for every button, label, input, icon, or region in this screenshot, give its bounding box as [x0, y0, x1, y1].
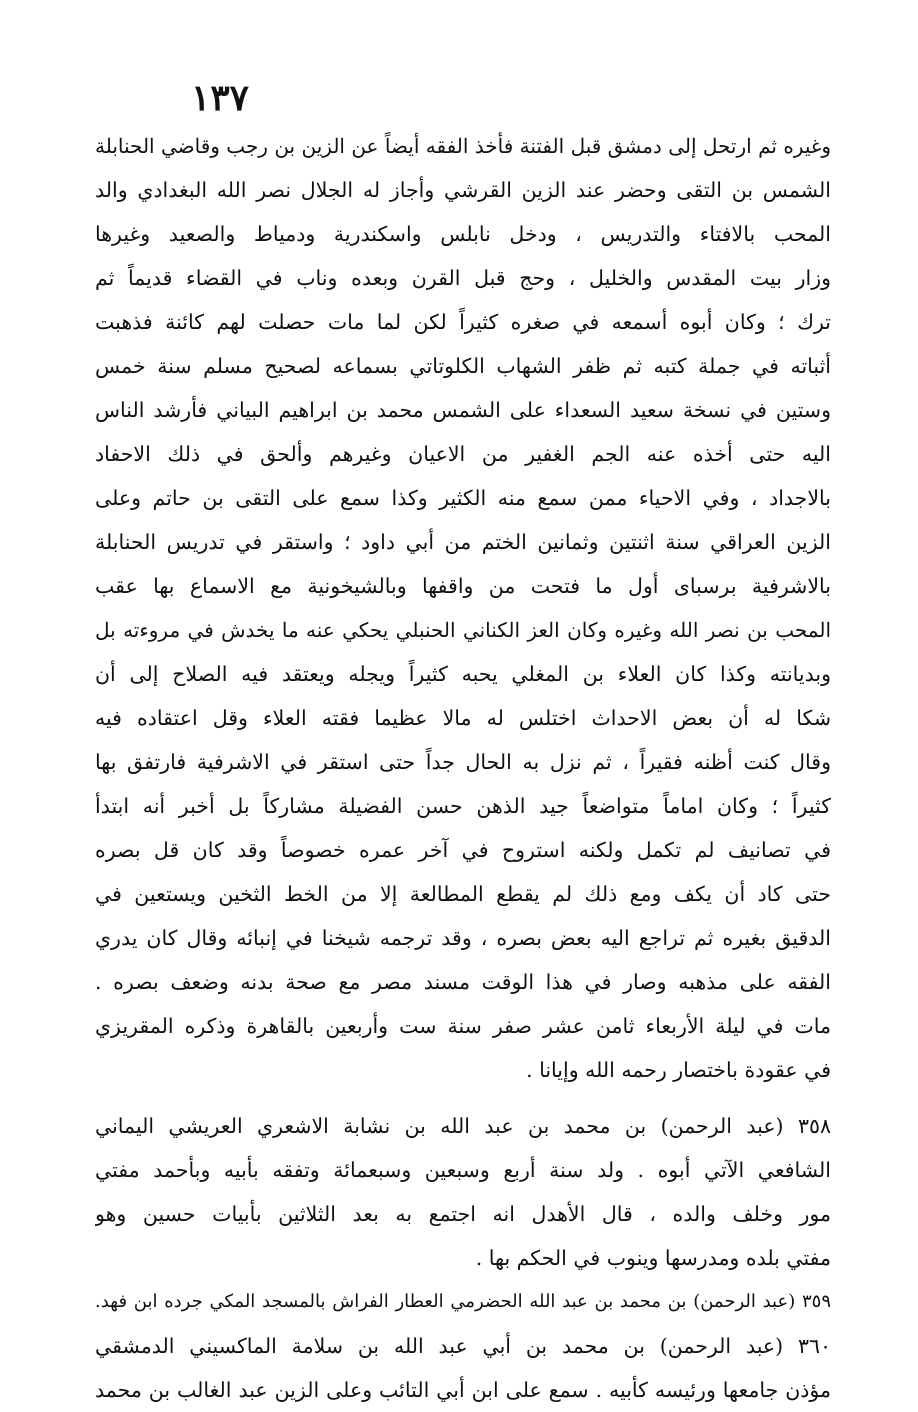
- text-line: ترك ؛ وكان أبوه أسمعه في صغره كثيراً لكن لما مات حصلت لهم كائنة فذهبت: [95, 310, 831, 334]
- text-line: وقال كنت أظنه فقيراً ، ثم نزل به الحال جداً حتى استقر في الاشرفية فارتفق بها: [95, 750, 831, 774]
- text-line: في تصانيف لم تكمل ولكنه استروح في آخر عمره خصوصاً وقد كان قل بصره: [95, 838, 831, 862]
- paragraph-biography-continued: [95, 124, 831, 1092]
- text-line: وغيره ثم ارتحل إلى دمشق قبل الفتنة فأخذ الفقه أيضاً عن الزين بن رجب وقاضي الحنابلة: [95, 134, 831, 158]
- text-line: مفتي بلده ومدرسها وينوب في الحكم بها .: [475, 1246, 831, 1270]
- text-line: المحب بالافتاء والتدريس ، ودخل نابلس واسكندرية ودمياط والصعيد وغيرها: [95, 222, 831, 246]
- text-line: المحب بن نصر الله وغيره وكان العز الكناني الحنبلي يحكي عنه ما يخدش في مروءته بل: [95, 618, 831, 642]
- text-line: الدقيق بغيره ثم تراجع اليه بعض بصره ، وقد ترجمه شيخنا في إنبائه وقال كان يدري: [95, 926, 831, 950]
- text-line: بالاجداد ، وفي الاحياء ممن سمع منه الكثير وكذا سمع على التقى بن حاتم وعلى: [95, 486, 831, 510]
- text-line: مات في ليلة الأربعاء ثامن عشر صفر سنة ست وأربعين بالقاهرة وذكره المقريزي: [95, 1014, 831, 1038]
- text-line: كثيراً ؛ وكان اماماً متواضعاً جيد الذهن حسن الفضيلة مشاركاً بل أخبر أنه ابتدأ: [95, 794, 831, 818]
- text-line: مور وخلف والده ، قال الأهدل انه اجتمع به بعد الثلاثين بأبيات حسين وهو: [95, 1202, 831, 1226]
- page-number: ١٣٧: [190, 77, 249, 119]
- text-line: مؤذن جامعها ورئيسه كأبيه . سمع على ابن أبي التائب وعلى الزين عبد الغالب بن محمد: [95, 1378, 831, 1402]
- text-line: شكا له أن بعض الاحداث اختلس له مالا عظيما فقته العلاء وقل اعتقاده فيه: [95, 706, 831, 730]
- text-body: [95, 124, 831, 1412]
- paragraph-gap: [95, 1092, 831, 1104]
- text-line: ٣٥٩ (عبد الرحمن) بن محمد بن عبد الله الحضرمي العطار الفراش بالمسجد المكي جرده ابن فهد.: [95, 1291, 831, 1312]
- text-line: في عقودة باختصار رحمه الله وإيانا .: [526, 1058, 831, 1082]
- entry-360: [95, 1324, 831, 1412]
- text-line: بالاشرفية برسباى أول ما فتحت من واقفها وبالشيخونية مع الاسماع بها عقب: [95, 574, 831, 598]
- entry-358: [95, 1104, 831, 1280]
- entry-359: [95, 1280, 831, 1324]
- text-line: حتى كاد أن يكف ومع ذلك لم يقطع المطالعة إلا من الخط الثخين ويستعين في: [95, 882, 831, 906]
- text-line: الشافعي الآتي أبوه . ولد سنة أربع وسبعين وسبعمائة وتفقه بأبيه وبأحمد مفتي: [95, 1158, 831, 1182]
- text-line: وزار بيت المقدس والخليل ، وحج قبل القرن وبعده وناب في القضاء قديماً ثم: [95, 266, 831, 290]
- text-line: الفقه على مذهبه وصار في هذا الوقت مسند مصر مع صحة بدنه وضعف بصره .: [95, 970, 831, 994]
- text-line: ٣٥٨ (عبد الرحمن) بن محمد بن عبد الله بن نشابة الاشعري العريشي اليماني: [95, 1114, 831, 1138]
- text-line: وبديانته وكذا كان العلاء بن المغلي يحبه كثيراً ويجله ويعتقد فيه الصلاح إلى أن: [95, 662, 831, 686]
- text-line: اليه حتى أخذه عنه الجم الغفير من الاعيان وغيرهم وألحق في ذلك الاحفاد: [95, 442, 831, 466]
- text-line: وستين في نسخة سعيد السعداء على الشمس محمد بن ابراهيم البياني فأرشد الناس: [95, 398, 831, 422]
- text-line: الزين العراقي سنة اثنتين وثمانين الختم من أبي داود ؛ واستقر في تدريس الحنابلة: [95, 530, 831, 554]
- text-line: أثباته في جملة كتبه ثم ظفر الشهاب الكلوتاتي بسماعه لصحيح مسلم سنة خمس: [95, 354, 831, 378]
- text-line: ٣٦٠ (عبد الرحمن) بن محمد بن أبي عبد الله بن سلامة الماكسيني الدمشقي: [95, 1334, 831, 1358]
- text-line: الشمس بن التقى وحضر عند الزين القرشي وأجاز له الجلال نصر الله البغدادي والد: [95, 178, 831, 202]
